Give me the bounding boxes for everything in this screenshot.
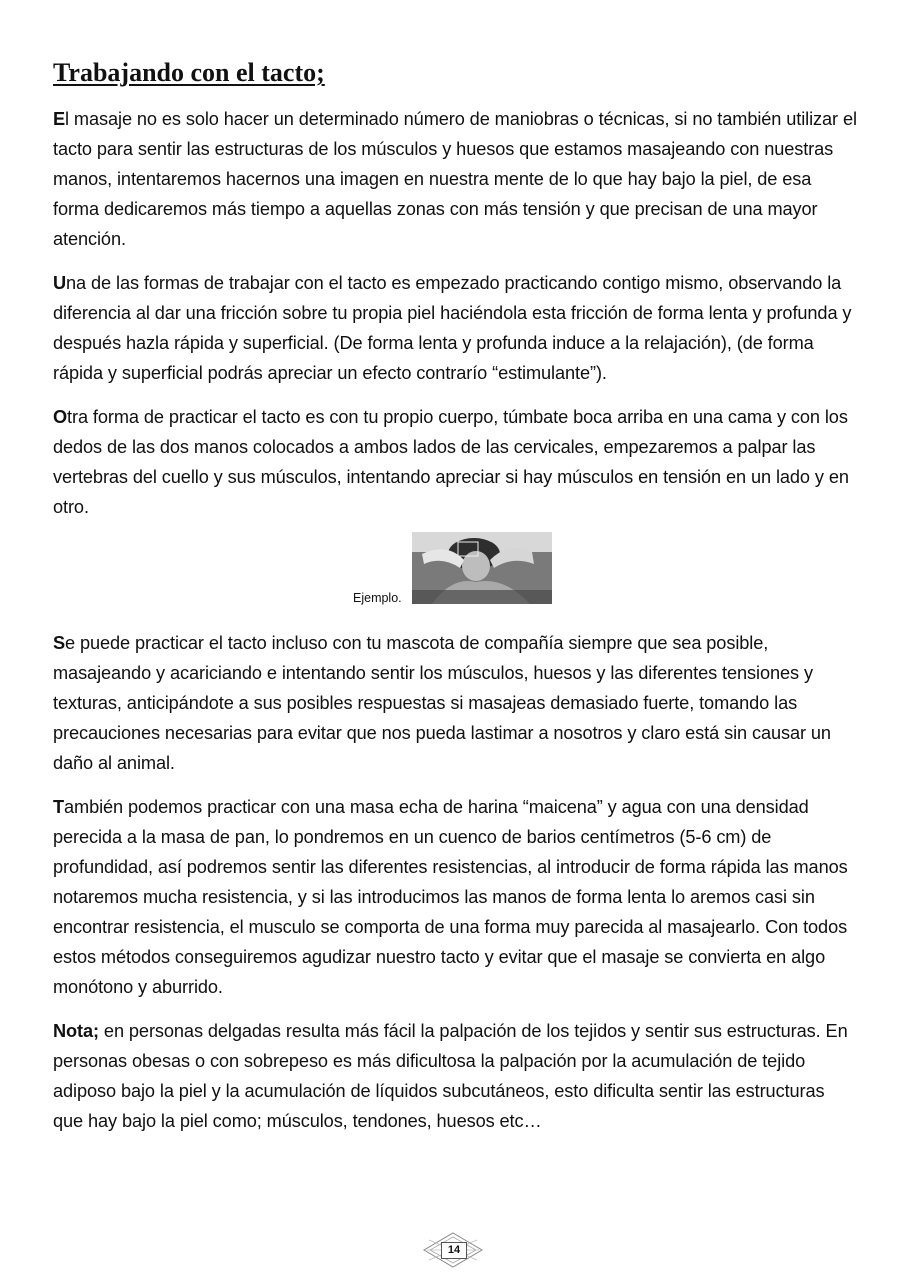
paragraph-text: tra forma de practicar el tacto es con tu propio cuerpo, túmbate boca arriba en una cama y con los dedos de las dos manos colocados a ambos lados de las cervicales, empezaremos a palpar las vertebras del cuello y sus músculos, intentando apreciar si hay músculos en tensión en un lado y en otro.: [53, 407, 849, 517]
drop-letter: U: [53, 273, 67, 293]
paragraph-3: [53, 402, 858, 522]
paragraph-text: na de las formas de trabajar con el tacto es empezado practicando contigo mismo, observando la diferencia al dar una fricción sobre tu propia piel haciéndola esta fricción de forma lenta y profunda y después hazla rápida y superficial. (De forma lenta y profunda induce a la relajación), (de forma rápida y superficial podrás apreciar un efecto contrarío “estimulante”).: [53, 273, 852, 383]
paragraph-4: [53, 628, 858, 778]
person-lying-image: [412, 532, 552, 604]
page-number-footer: [423, 1232, 483, 1268]
note-paragraph: [53, 1016, 858, 1136]
paragraph-text: ambién podemos practicar con una masa echa de harina “maicena” y agua con una densidad perecida a la masa de pan, lo pondremos en un cuenco de barios centímetros (5-6 cm) de profundidad, así podremos sentir las diferentes resistencias, al introducir de forma rápida las manos notaremos mucha resistencia, y si las introducimos las manos de forma lenta lo aremos casi sin encontrar resistencia, el musculo se comporta de una forma muy parecida al masajearlo. Con todos estos métodos conseguiremos agudizar nuestro tacto y evitar que el masaje se convierta en algo monótono y aburrido.: [53, 797, 848, 997]
drop-letter: S: [53, 633, 66, 653]
drop-letter: T: [53, 797, 65, 817]
figure-caption: Ejemplo.: [353, 591, 402, 605]
paragraph-1: [53, 104, 858, 254]
paragraph-text: e puede practicar el tacto incluso con tu mascota de compañía siempre que sea posible, masajeando y acariciando e intentando sentir los músculos, huesos y las diferentes tensiones y texturas, anticipándote a sus posibles respuestas si masajeas demasiado fuerte, tomando las precauciones necesarias para evitar que nos pueda lastimar a nosotros y claro está sin causar un daño al animal.: [53, 633, 831, 773]
note-label: Nota;: [53, 1021, 99, 1041]
page-number: 14: [441, 1242, 467, 1259]
drop-letter: O: [53, 407, 68, 427]
example-figure: [53, 532, 858, 620]
paragraph-5: [53, 792, 858, 1002]
page-title: Trabajando con el tacto;: [53, 58, 325, 87]
paragraph-text: l masaje no es solo hacer un determinado número de maniobras o técnicas, si no también utilizar el tacto para sentir las estructuras de los músculos y huesos que estamos masajeando con nuestras manos, intentaremos hacernos una imagen en nuestra mente de lo que hay bajo la piel, de esa forma dedicaremos más tiempo a aquellas zonas con más tensión y que precisan de una mayor atención.: [53, 109, 857, 249]
paragraph-2: [53, 268, 858, 388]
example-photo: [412, 532, 552, 604]
paragraph-text: en personas delgadas resulta más fácil la palpación de los tejidos y sentir sus estructuras. En personas obesas o con sobrepeso es más dificultosa la palpación por la acumulación de tejido adiposo bajo la piel y la acumulación de líquidos subcutáneos, esto dificulta sentir las estructuras que hay bajo la piel como; músculos, tendones, huesos etc…: [53, 1021, 848, 1131]
drop-letter: E: [53, 109, 66, 129]
document-page: [53, 58, 858, 1150]
